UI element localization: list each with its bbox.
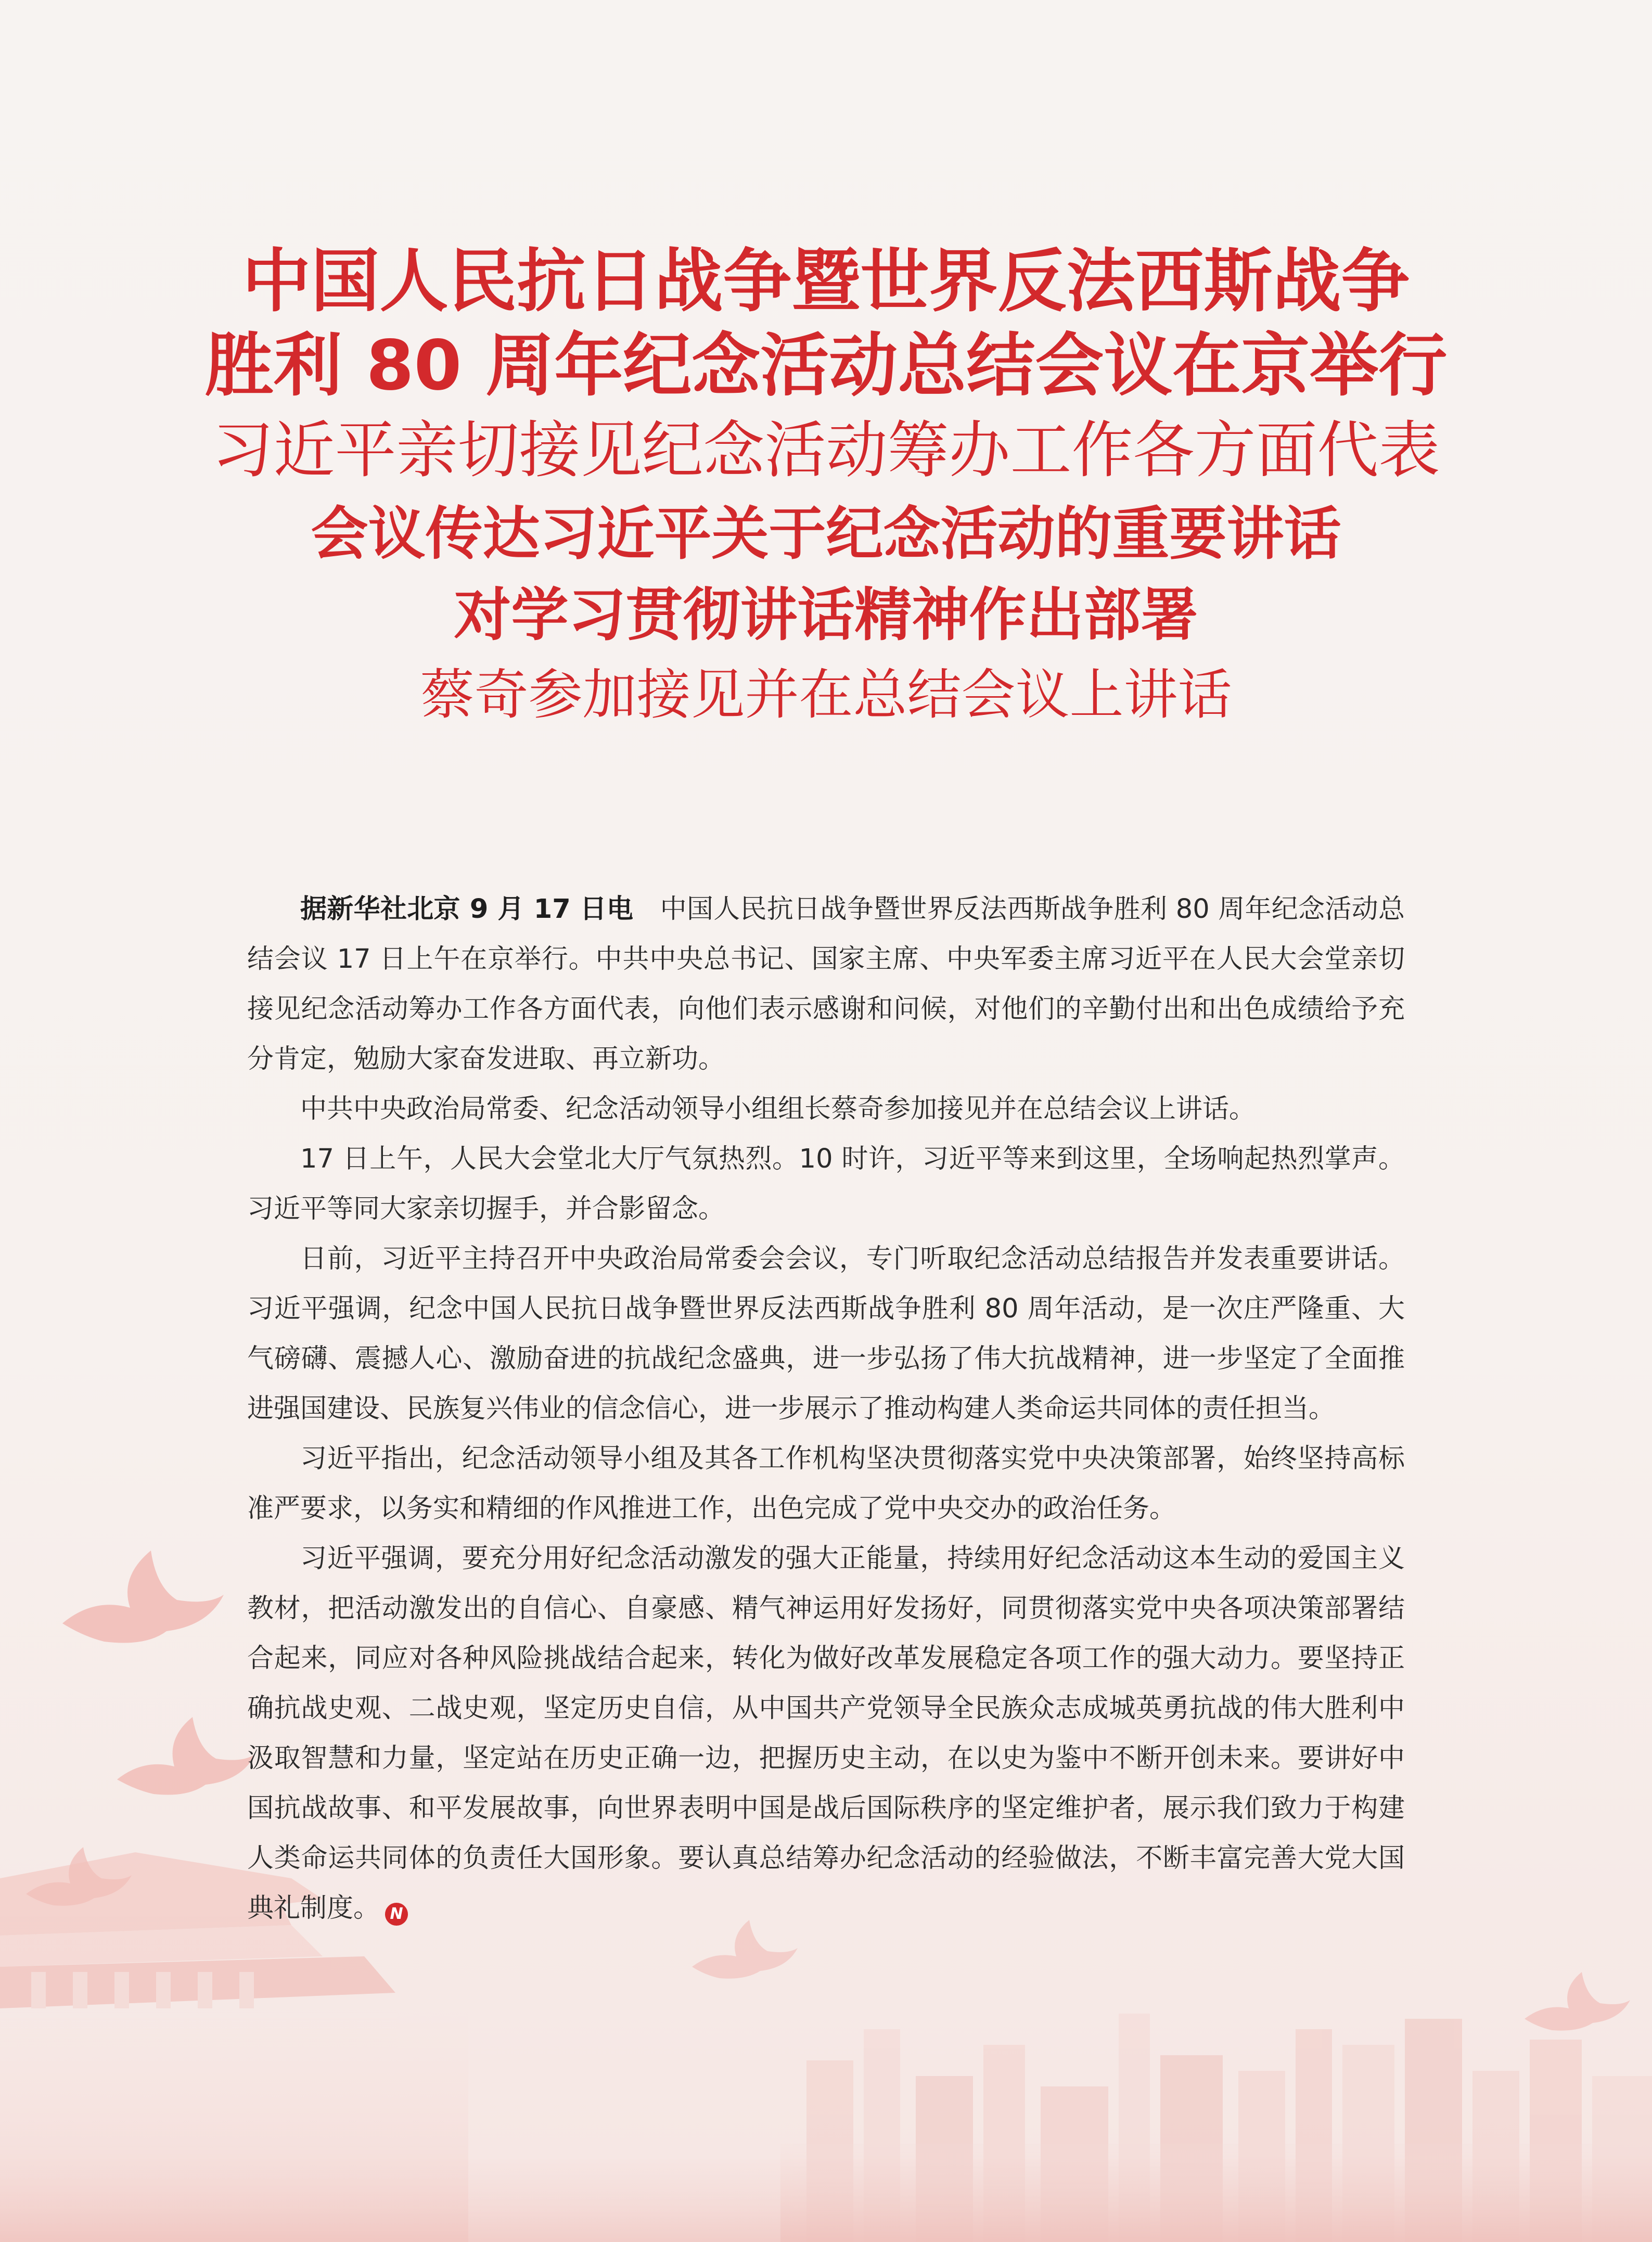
headline-sub-2-line-1: 会议传达习近平关于纪念活动的重要讲话 (311, 501, 1341, 567)
headline-block (0, 239, 1652, 734)
headline-main-line-2: 胜利 80 周年纪念活动总结会议在京举行 (204, 326, 1448, 406)
headline-main-line-1: 中国人民抗日战争暨世界反法西斯战争 (242, 241, 1410, 322)
article-paragraph-5: 习近平指出，纪念活动领导小组及其各工作机构坚决贯彻落实党中央决策部署，始终坚持高标准严要求，以务实和精细的作风推进工作，出色完成了党中央交办的政治任务。 (247, 1443, 1405, 1524)
article-body (247, 885, 1405, 1933)
end-mark-icon: N (385, 1903, 408, 1926)
headline-sub-1: 习近平亲切接见纪念活动筹办工作各方面代表 (212, 414, 1440, 486)
paragraph-text: 习近平强调，要充分用好纪念活动激发的强大正能量，持续用好纪念活动这本生动的爱国主义教材，把活动激发出的自信心、自豪感、精气神运用好发扬好，同贯彻落实党中央各项决策部署结合起来，同应对各种风险挑战结合起来，转化为做好改革发展稳定各项工作的强大动力。要坚持正确抗战史观、二战史观，坚定历史自信，从中国共产党领导全民族众志成城英勇抗战的伟大胜利中汲取智慧和力量，坚定站在历史正确一边，把握历史主动，在以史为鉴中不断开创未来。要讲好中国抗战故事、和平发展故事，向世界表明中国是战后国际秩序的坚定维护者，展示我们致力于构建人类命运共同体的负责任大国形象。要认真总结筹办纪念活动的经验做法，不断丰富完善大党大国典礼制度。 (247, 1543, 1405, 1924)
dateline: 据新华社北京 9 月 17 日电 (300, 894, 634, 925)
paragraph-text: 中国人民抗日战争暨世界反法西斯战争胜利 80 周年纪念活动总结会议 17 日上午在京举行。中共中央总书记、国家主席、中央军委主席习近平在人民大会堂亲切接见纪念活动筹办工作各方面代表，向他们表示感谢和问候，对他们的辛勤付出和出色成绩给予充分肯定，勉励大家奋发进取、再立新功。 (247, 894, 1405, 1074)
article-paragraph-2: 中共中央政治局常委、纪念活动领导小组组长蔡奇参加接见并在总结会议上讲话。 (300, 1094, 1256, 1124)
article-paragraph-1 (247, 885, 1405, 1084)
headline-sub-2-line-2: 对学习贯彻讲话精神作出部署 (454, 582, 1198, 648)
article-paragraph-6 (247, 1534, 1405, 1933)
dove-icon (1525, 1972, 1630, 2031)
headline-sub-3: 蔡奇参加接见并在总结会议上讲话 (420, 663, 1232, 726)
dove-icon (117, 1717, 255, 1795)
dove-icon (62, 1551, 224, 1643)
article-paragraph-3: 17 日上午，人民大会堂北大厅气氛热烈。10 时许，习近平等来到这里，全场响起热烈掌声。习近平等同大家亲切握手，并合影留念。 (247, 1144, 1405, 1224)
article-paragraph-4: 日前，习近平主持召开中央政治局常委会会议，专门听取纪念活动总结报告并发表重要讲话。习近平强调，纪念中国人民抗日战争暨世界反法西斯战争胜利 80 周年活动，是一次庄严隆重、大气磅礴、震撼人心、激励奋进的抗战纪念盛典，进一步弘扬了伟大抗战精神，进一步坚定了全面推进强国建设、民族复兴伟业的信念信心，进一步展示了推动构建人类命运共同体的责任担当。 (247, 1244, 1405, 1424)
